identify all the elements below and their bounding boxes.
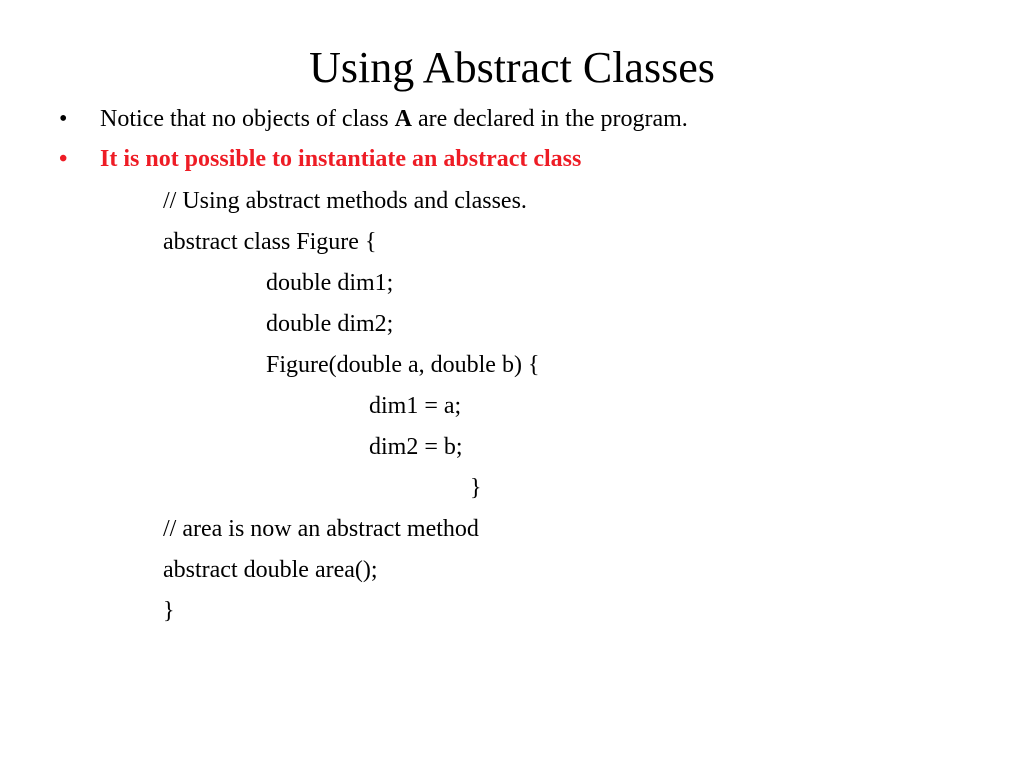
bullet-item (59, 104, 688, 134)
bullet-text-bold: A (394, 106, 412, 132)
code-line: double dim2; (266, 311, 394, 337)
code-line: dim2 = b; (369, 434, 463, 460)
code-line: Figure(double a, double b) { (266, 352, 540, 378)
code-line: // Using abstract methods and classes. (163, 188, 527, 214)
bullet-item-highlight (59, 144, 581, 174)
code-line: double dim1; (266, 270, 394, 296)
bullet-text-after: are declared in the program. (411, 106, 688, 132)
code-line: } (163, 598, 175, 624)
bullet-text: It is not possible to instantiate an abstract class (100, 146, 582, 172)
slide-title: Using Abstract Classes (309, 43, 715, 92)
code-line: } (470, 475, 482, 501)
code-line: dim1 = a; (369, 393, 462, 419)
bullet-marker: • (59, 106, 68, 132)
code-line: // area is now an abstract method (163, 516, 479, 542)
bullet-text-before: Notice that no objects of class (100, 106, 395, 132)
bullet-marker: • (59, 146, 68, 172)
code-line: abstract double area(); (163, 557, 378, 583)
bullet-text (100, 106, 688, 132)
code-line: abstract class Figure { (163, 229, 377, 255)
